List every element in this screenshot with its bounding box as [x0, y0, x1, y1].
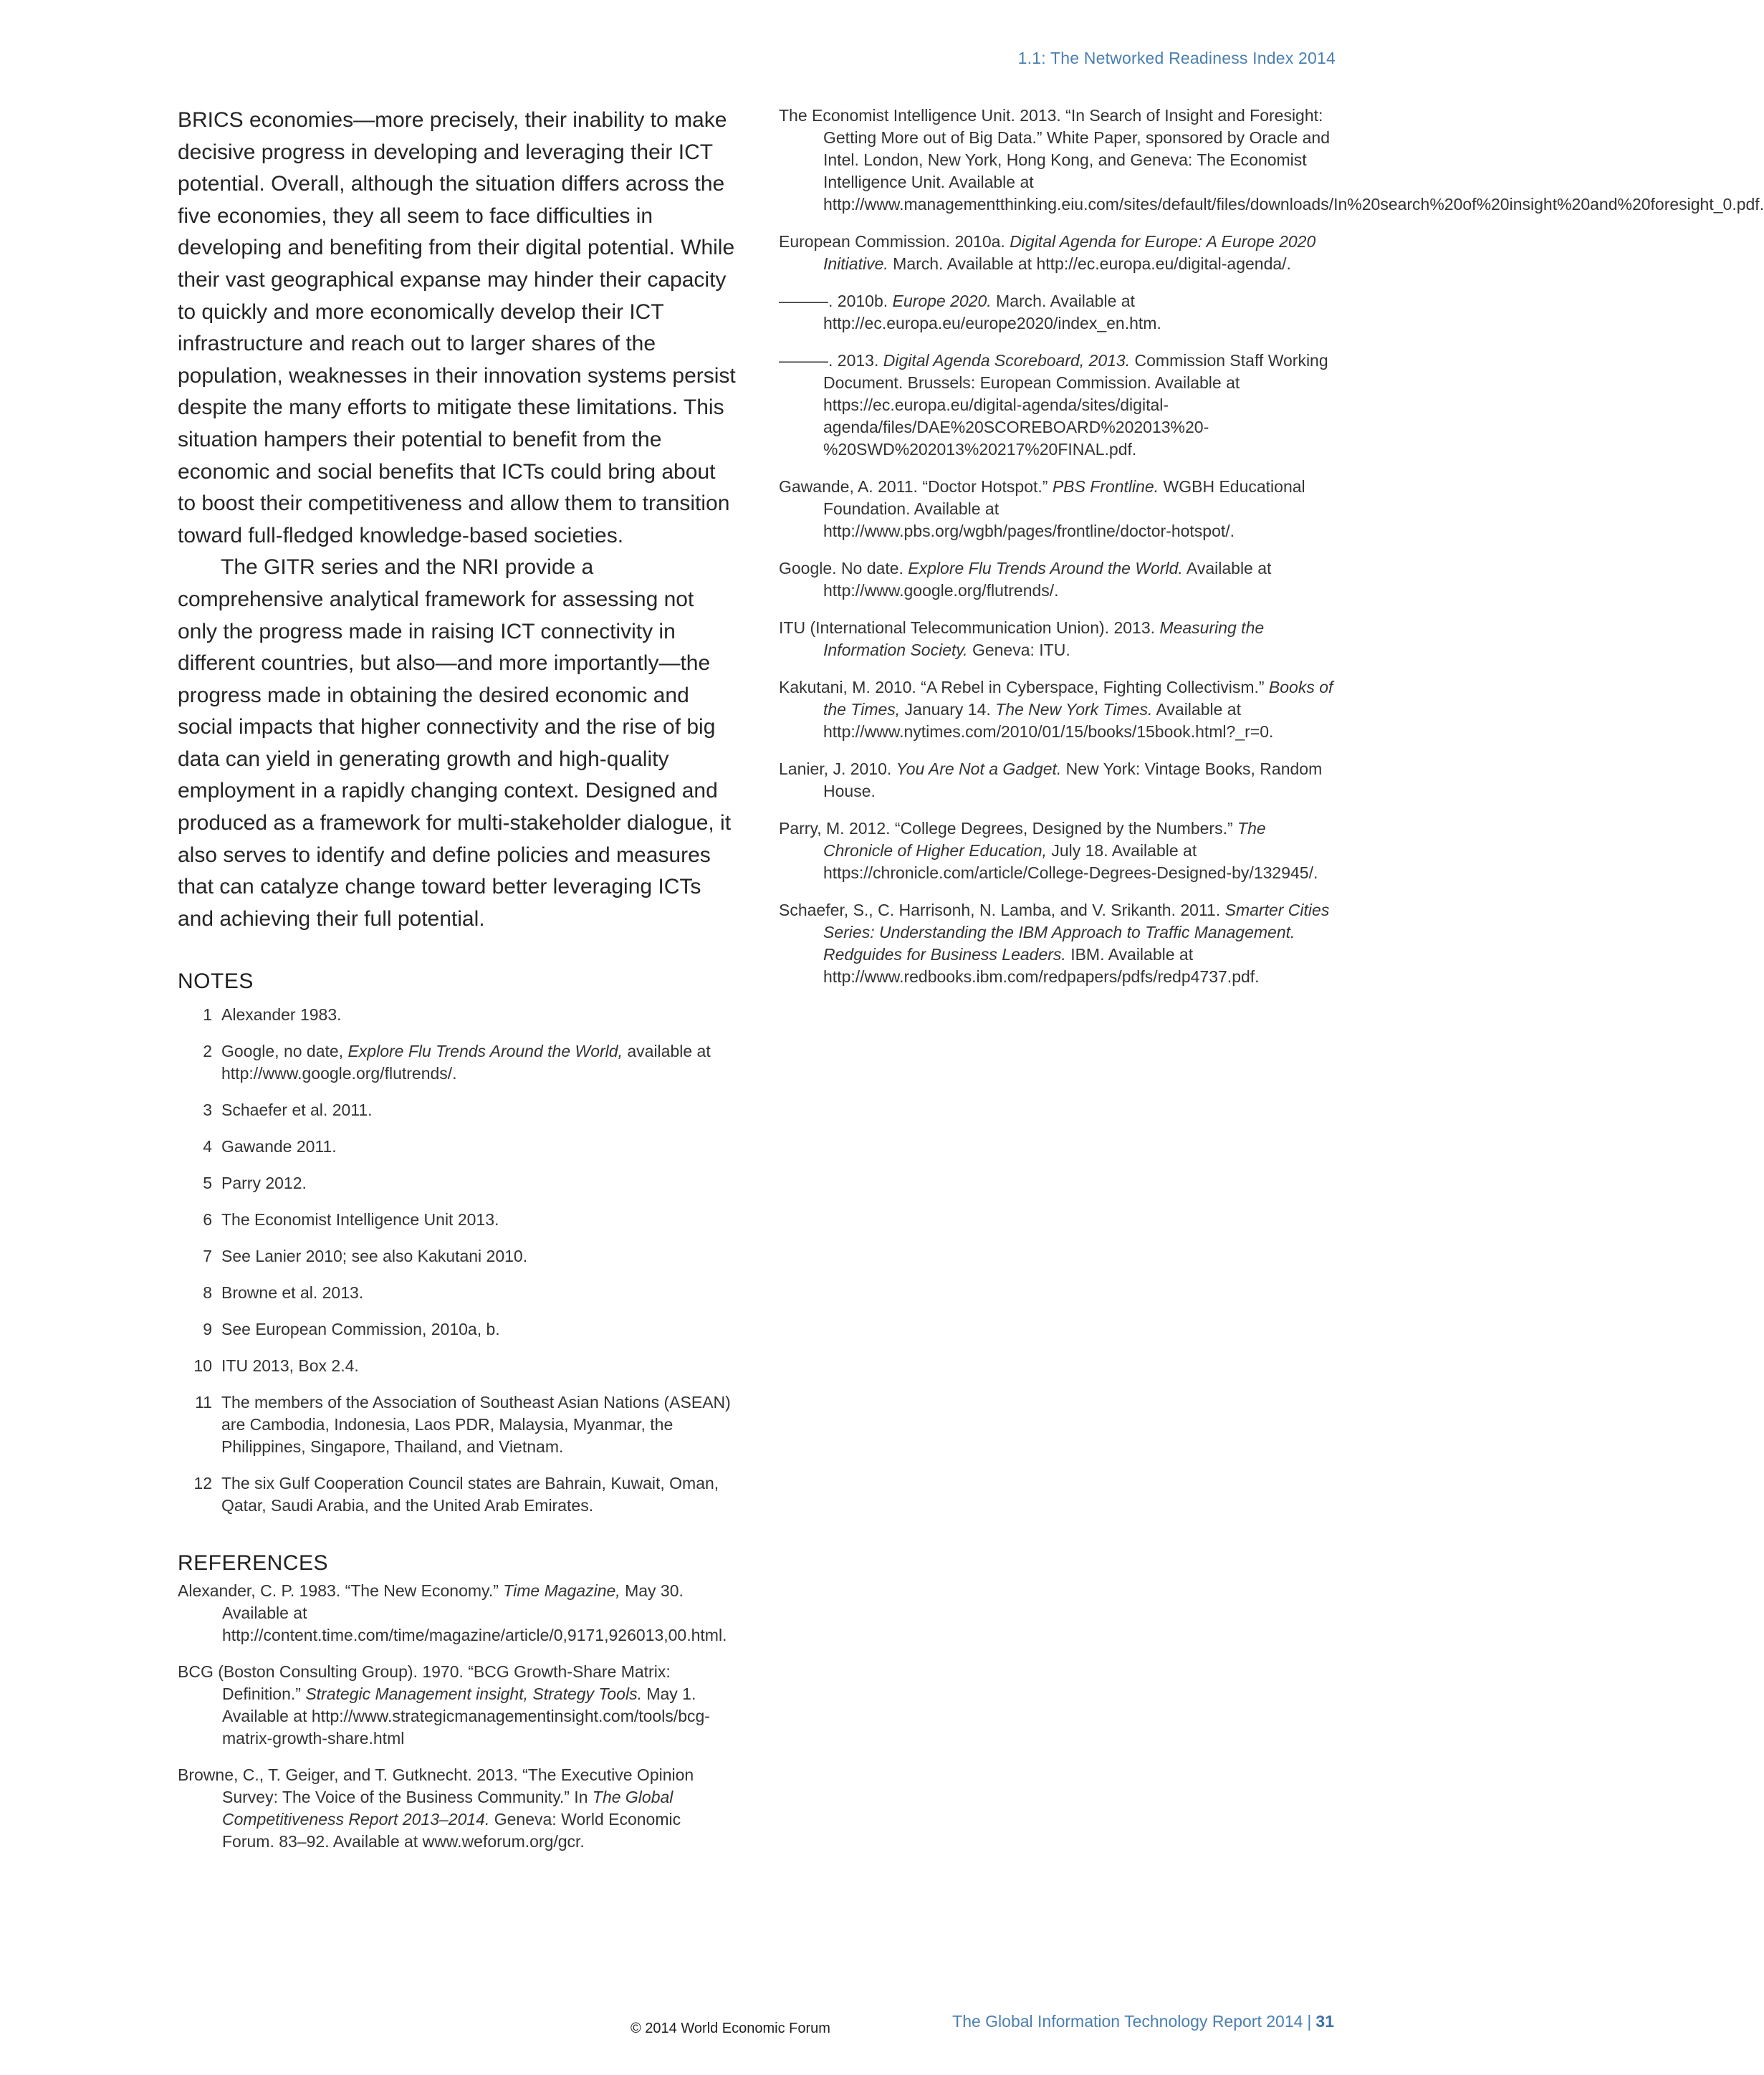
reference-italic-title: Europe 2020.	[892, 292, 992, 310]
note-text-part: Alexander 1983.	[221, 1005, 342, 1025]
note-text-part: The members of the Association of Southeast Asian Nations (ASEAN) are Cambodia, Indonesia, Laos PDR, Malaysia, Myanmar, the Philippines, Singapore, Thailand, and Vietnam.	[221, 1393, 731, 1457]
note-text-part: The six Gulf Cooperation Council states are Bahrain, Kuwait, Oman, Qatar, Saudi Arabia, and the United Arab Emirates.	[221, 1474, 719, 1515]
reference-italic-title: PBS Frontline.	[1052, 477, 1159, 496]
reference-text: BCG (Boston Consulting Group). 1970. “BCG Growth-Share Matrix: Definition.”	[178, 1662, 671, 1704]
reference-text: Alexander, C. P. 1983. “The New Economy.”	[178, 1581, 504, 1601]
reference-text: Geneva: ITU.	[967, 641, 1070, 659]
page-number: 31	[1315, 2012, 1334, 2031]
notes-heading: NOTES	[178, 969, 254, 994]
reference-text: Google. No date.	[779, 559, 909, 578]
note-item	[178, 1355, 737, 1377]
reference-text: Available at http://www.google.org/flutrends/.	[823, 559, 1272, 600]
reference-entry	[779, 758, 1338, 802]
body-paragraph: The GITR series and the NRI provide a comprehensive analytical framework for assessing not only the progress made in raising ICT connectivity in different countries, but also—and more importantly—the progress made in obtaining the desired economic and social impacts that higher connectivity and the rise of big data can yield in generating growth and high-quality employment in a rapidly changing context. Designed and produced as a framework for multi-stakeholder dialogue, it also serves to identify and define policies and measures that can catalyze change toward better leveraging ICTs and achieving their full potential.	[178, 555, 732, 931]
running-header: 1.1: The Networked Readiness Index 2014	[1017, 49, 1336, 67]
reference-entry	[779, 231, 1338, 275]
reference-text: January 14.	[900, 700, 996, 719]
note-number: 6	[203, 1210, 212, 1230]
reference-text: May 30. Available at http://content.time.com/time/magazine/article/0,9171,926013,00.html.	[222, 1581, 727, 1645]
note-number: 5	[203, 1174, 212, 1193]
reference-text: Lanier, J. 2010.	[779, 759, 896, 778]
report-title: The Global Information Technology Report 2014	[952, 2012, 1303, 2031]
note-number: 10	[193, 1356, 212, 1376]
reference-entry	[178, 1661, 737, 1750]
note-number: 2	[203, 1042, 212, 1061]
note-text-part: See European Commission, 2010a, b.	[221, 1320, 500, 1339]
references-list-left	[178, 1580, 737, 1853]
reference-text: March. Available at http://ec.europa.eu/digital-agenda/.	[888, 254, 1291, 273]
reference-italic-title: The Chronicle of Higher Education,	[823, 819, 1266, 860]
reference-entry	[779, 676, 1338, 743]
note-number: 1	[203, 1005, 212, 1025]
reference-text: New York: Vintage Books, Random House.	[823, 759, 1323, 800]
reference-text: European Commission. 2010a.	[779, 232, 1010, 251]
reference-italic-title: Measuring the Information Society.	[823, 618, 1265, 659]
notes-list	[178, 1004, 737, 1517]
note-text	[212, 1282, 737, 1304]
reference-italic-title: Books of the Times,	[823, 678, 1333, 719]
note-text	[212, 1245, 737, 1267]
note-text-part: Schaefer et al. 2011.	[221, 1101, 373, 1120]
copyright-notice: © 2014 World Economic Forum	[631, 2021, 830, 2036]
note-text	[212, 1172, 737, 1194]
right-column	[779, 105, 1764, 1003]
note-text	[212, 1099, 737, 1121]
reference-entry	[779, 105, 1764, 216]
note-item	[178, 1172, 737, 1194]
note-item	[178, 1004, 737, 1026]
note-text	[212, 1004, 737, 1026]
reference-entry	[779, 617, 1338, 661]
reference-text: March. Available at http://ec.europa.eu/europe2020/index_en.htm.	[823, 292, 1161, 332]
reference-text: The Economist Intelligence Unit. 2013. “In Search of Insight and Foresight: Getting More out of Big Data.” White Paper, sponsored by Oracle and Intel. London, New York, Hong Kong, and Geneva: The Economist Intelligence Unit. Available at http://www.managementthinking.eiu.com/sites/default/files/downloads/In%20search%20of%20insight%20and%20foresight_0.pdf.	[779, 106, 1764, 214]
reference-italic-title: The Global Competitiveness Report 2013–2014.	[222, 1788, 674, 1829]
note-item	[178, 1209, 737, 1231]
reference-entry	[779, 476, 1338, 542]
note-number: 4	[203, 1137, 212, 1156]
reference-entry	[178, 1764, 737, 1853]
note-item	[178, 1472, 737, 1517]
note-text	[212, 1318, 737, 1341]
note-number: 3	[203, 1101, 212, 1120]
reference-entry	[779, 899, 1338, 988]
note-text-part: available at http://www.google.org/flutrends/.	[221, 1042, 711, 1083]
reference-text: Geneva: World Economic Forum. 83–92. Available at www.weforum.org/gcr.	[222, 1810, 681, 1851]
reference-text: ———. 2010b.	[779, 292, 893, 310]
note-item	[178, 1136, 737, 1158]
reference-text: ITU (International Telecommunication Union). 2013.	[779, 618, 1160, 637]
page-footer	[952, 2012, 1334, 2031]
note-text	[212, 1136, 737, 1158]
note-item	[178, 1318, 737, 1341]
reference-text: Commission Staff Working Document. Brussels: European Commission. Available at https://ec.europa.eu/digital-agenda/sites/digital-agenda/files/DAE%20SCOREBOARD%202013%20-%20SWD%202013%20217%20FINAL.pdf.	[823, 351, 1328, 459]
note-item	[178, 1282, 737, 1304]
reference-italic-title: Time Magazine,	[503, 1581, 620, 1601]
note-text-part: Parry 2012.	[221, 1174, 307, 1193]
reference-text: Kakutani, M. 2010. “A Rebel in Cyberspace, Fighting Collectivism.”	[779, 678, 1269, 696]
reference-text: Browne, C., T. Geiger, and T. Gutknecht. 2013. “The Executive Opinion Survey: The Voice of the Business Community.” In	[178, 1765, 694, 1807]
references-list-right	[779, 105, 1764, 988]
note-number: 8	[203, 1283, 212, 1303]
note-item	[178, 1245, 737, 1267]
reference-text: May 1. Available at http://www.strategicmanagementinsight.com/tools/bcg-matrix-growth-share.html	[222, 1685, 710, 1748]
note-number: 11	[195, 1393, 212, 1412]
reference-entry	[178, 1580, 737, 1647]
note-text	[212, 1391, 737, 1458]
note-item	[178, 1040, 737, 1085]
reference-italic-title: You Are Not a Gadget.	[896, 759, 1062, 778]
body-paragraph: BRICS economies—more precisely, their inability to make decisive progress in developing and leveraging their ICT potential. Overall, although the situation differs across the five economies, they all seem to face difficulties in developing and benefiting from their digital potential. While their vast geographical expanse may hinder their capacity to quickly and more economically develop their ICT infrastructure and reach out to larger shares of the population, weaknesses in their innovation systems persist despite the many efforts to mitigate these limitations. This situation hampers their potential to benefit from the economic and social benefits that ICTs could bring about to boost their competitiveness and allow them to transition toward full-fledged knowledge-based societies.	[178, 108, 736, 547]
reference-italic-title: Strategic Management insight, Strategy Tools.	[305, 1685, 642, 1704]
reference-entry	[779, 290, 1338, 335]
reference-text: Parry, M. 2012. “College Degrees, Designed by the Numbers.”	[779, 819, 1238, 838]
reference-text: ———. 2013.	[779, 351, 883, 370]
reference-text: Schaefer, S., C. Harrisonh, N. Lamba, and V. Srikanth. 2011.	[779, 901, 1225, 919]
note-text	[212, 1355, 737, 1377]
note-text-part: Google, no date,	[221, 1042, 348, 1061]
note-text	[212, 1040, 737, 1085]
reference-italic-title: Explore Flu Trends Around the World.	[908, 559, 1183, 578]
note-text-part: ITU 2013, Box 2.4.	[221, 1356, 359, 1376]
note-number: 9	[203, 1320, 212, 1339]
note-text-part: Gawande 2011.	[221, 1137, 337, 1156]
reference-italic-title: The New York Times.	[995, 700, 1153, 719]
note-text	[212, 1209, 737, 1231]
note-text-part: The Economist Intelligence Unit 2013.	[221, 1210, 499, 1230]
reference-text: WGBH Educational Foundation. Available at http://www.pbs.org/wgbh/pages/frontline/doctor-hotspot/.	[823, 477, 1305, 540]
note-item	[178, 1391, 737, 1458]
reference-text: Available at http://www.nytimes.com/2010/01/15/books/15book.html?_r=0.	[823, 700, 1274, 741]
note-text-part: See Lanier 2010; see also Kakutani 2010.	[221, 1247, 528, 1266]
note-text	[212, 1472, 737, 1517]
reference-italic-title: Digital Agenda Scoreboard, 2013.	[883, 351, 1131, 370]
reference-italic-title: Digital Agenda for Europe: A Europe 2020 Initiative.	[823, 232, 1316, 273]
left-column	[178, 105, 737, 1867]
note-number: 7	[203, 1247, 212, 1266]
reference-italic-title: Smarter Cities Series: Understanding the IBM Approach to Traffic Management. Redguides for Business Leaders.	[823, 901, 1330, 964]
reference-text: July 18. Available at https://chronicle.com/article/College-Degrees-Designed-by/132945/.	[823, 841, 1318, 882]
reference-text: IBM. Available at http://www.redbooks.ibm.com/redpapers/pdfs/redp4737.pdf.	[823, 945, 1260, 986]
note-number: 12	[193, 1474, 212, 1493]
footer-separator: |	[1307, 2012, 1312, 2031]
note-italic-title: Explore Flu Trends Around the World,	[347, 1042, 623, 1061]
reference-text: Gawande, A. 2011. “Doctor Hotspot.”	[779, 477, 1053, 496]
reference-entry	[779, 350, 1338, 461]
references-heading: REFERENCES	[178, 1551, 329, 1576]
reference-entry	[779, 818, 1338, 884]
note-item	[178, 1099, 737, 1121]
reference-entry	[779, 557, 1338, 602]
note-text-part: Browne et al. 2013.	[221, 1283, 364, 1303]
body-text	[178, 105, 737, 935]
